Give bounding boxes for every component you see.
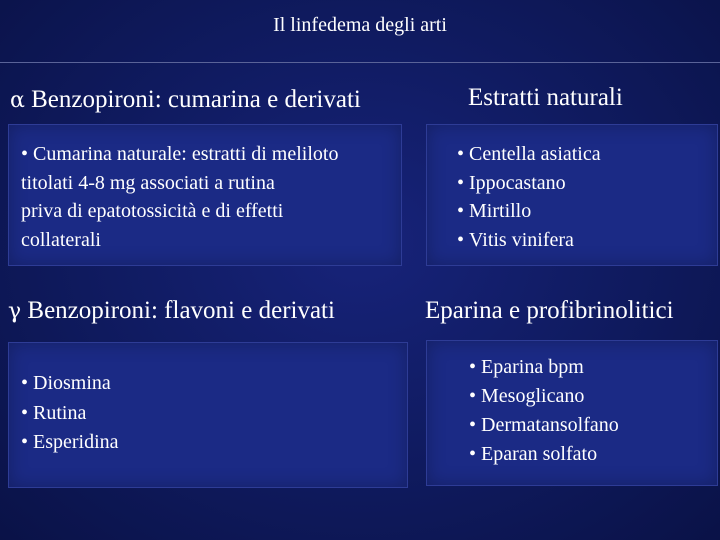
list-item: titolati 4-8 mg associati a rutina xyxy=(21,171,275,194)
list-item: • Eparan solfato xyxy=(469,440,717,469)
list-item: • Diosmina xyxy=(21,369,407,399)
heading-alpha-benzopironi xyxy=(10,86,361,114)
list-item: • Eparina bpm xyxy=(469,353,717,382)
list-item: • Mesoglicano xyxy=(469,382,717,411)
heading-text: Benzopironi: cumarina e derivati xyxy=(31,86,361,113)
list-item: • Ippocastano xyxy=(457,169,717,198)
heading-text: Benzopironi: flavoni e derivati xyxy=(27,297,335,324)
list-item: priva di epatotossicità e di effetti xyxy=(21,200,284,222)
list-item: • Vitis vinifera xyxy=(457,226,717,255)
alpha-symbol: α xyxy=(10,88,25,113)
list-item: • Rutina xyxy=(21,399,407,429)
box-eparina xyxy=(426,340,718,486)
list-item: • Esperidina xyxy=(21,428,407,458)
list-item: collaterali xyxy=(21,228,101,251)
box-estratti-naturali xyxy=(426,124,718,266)
list-item: • Centella asiatica xyxy=(457,140,717,169)
heading-estratti-naturali: Estratti naturali xyxy=(468,84,623,111)
list-item: • Dermatansolfano xyxy=(469,411,717,440)
slide-title: Il linfedema degli arti xyxy=(273,14,447,36)
heading-eparina: Eparina e profibrinolitici xyxy=(425,297,674,324)
title-divider xyxy=(0,62,720,63)
box-cumarina xyxy=(8,124,402,266)
list-item: • Mirtillo xyxy=(457,197,717,226)
list-item: • Cumarina naturale: estratti di meliloto xyxy=(21,143,339,165)
box-flavoni xyxy=(8,342,408,488)
heading-gamma-benzopironi xyxy=(8,297,335,325)
gamma-symbol: γ xyxy=(8,299,22,324)
